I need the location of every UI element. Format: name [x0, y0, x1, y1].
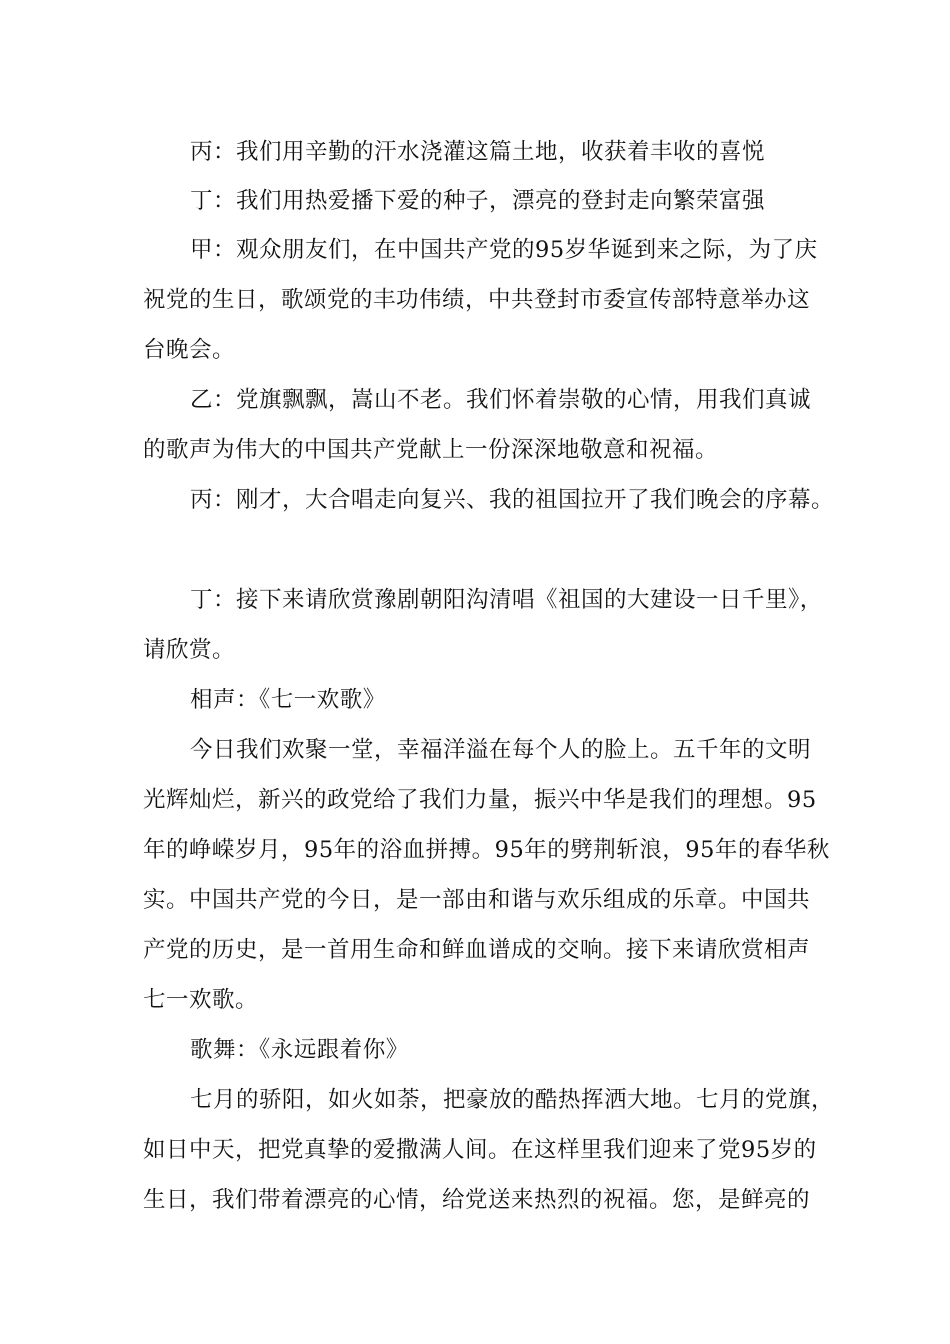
- line-gewu-title: 歌舞：《永远跟着你》: [190, 1037, 409, 1063]
- paragraph-1-line-1: 今日我们欢聚一堂，幸福洋溢在每个人的脸上。五千年的文明: [190, 737, 812, 763]
- paragraph-1-line-3: 年的峥嵘岁月，95年的浴血拼搏。95年的劈荆斩浪，95年的春华秋: [143, 837, 830, 863]
- paragraph-2-line-1: 七月的骄阳，如火如荼，把豪放的酷热挥洒大地。七月的党旗，: [190, 1087, 835, 1113]
- paragraph-1-line-5: 产党的历史，是一首用生命和鲜血谱成的交响。接下来请欣赏相声: [143, 937, 811, 963]
- line-ding-1: 丁：我们用热爱播下爱的种子，漂亮的登封走向繁荣富强: [190, 188, 766, 214]
- line-yi-2: 的歌声为伟大的中国共产党献上一份深深地敬意和祝福。: [143, 437, 719, 463]
- line-jia-1: 甲：观众朋友们，在中国共产党的95岁华诞到来之际，为了庆: [190, 237, 818, 263]
- line-xiangsheng-title: 相声：《七一欢歌》: [190, 687, 386, 713]
- line-ding-2: 丁：接下来请欣赏豫剧朝阳沟清唱《祖国的大建设一日千里》，: [190, 587, 823, 613]
- line-bing-1: 丙：我们用辛勤的汗水浇灌这篇土地，收获着丰收的喜悦: [190, 139, 766, 165]
- line-jia-3: 台晚会。: [143, 337, 236, 363]
- paragraph-1-line-2: 光辉灿烂，新兴的政党给了我们力量，振兴中华是我们的理想。95: [143, 787, 817, 813]
- paragraph-2-line-2: 如日中天，把党真挚的爱撒满人间。在这样里我们迎来了党95岁的: [143, 1137, 817, 1163]
- paragraph-1-line-4: 实。中国共产党的今日，是一部由和谐与欢乐组成的乐章。中国共: [143, 887, 811, 913]
- line-bing-2: 丙：刚才，大合唱走向复兴、我的祖国拉开了我们晚会的序幕。: [190, 487, 835, 513]
- line-ding-3: 请欣赏。: [143, 637, 236, 663]
- line-jia-2: 祝党的生日，歌颂党的丰功伟绩，中共登封市委宣传部特意举办这: [143, 287, 811, 313]
- line-yi-1: 乙：党旗飘飘，嵩山不老。我们怀着崇敬的心情，用我们真诚: [190, 387, 812, 413]
- paragraph-2-line-3: 生日，我们带着漂亮的心情，给党送来热烈的祝福。您，是鲜亮的: [143, 1187, 811, 1213]
- paragraph-1-line-6: 七一欢歌。: [143, 987, 259, 1013]
